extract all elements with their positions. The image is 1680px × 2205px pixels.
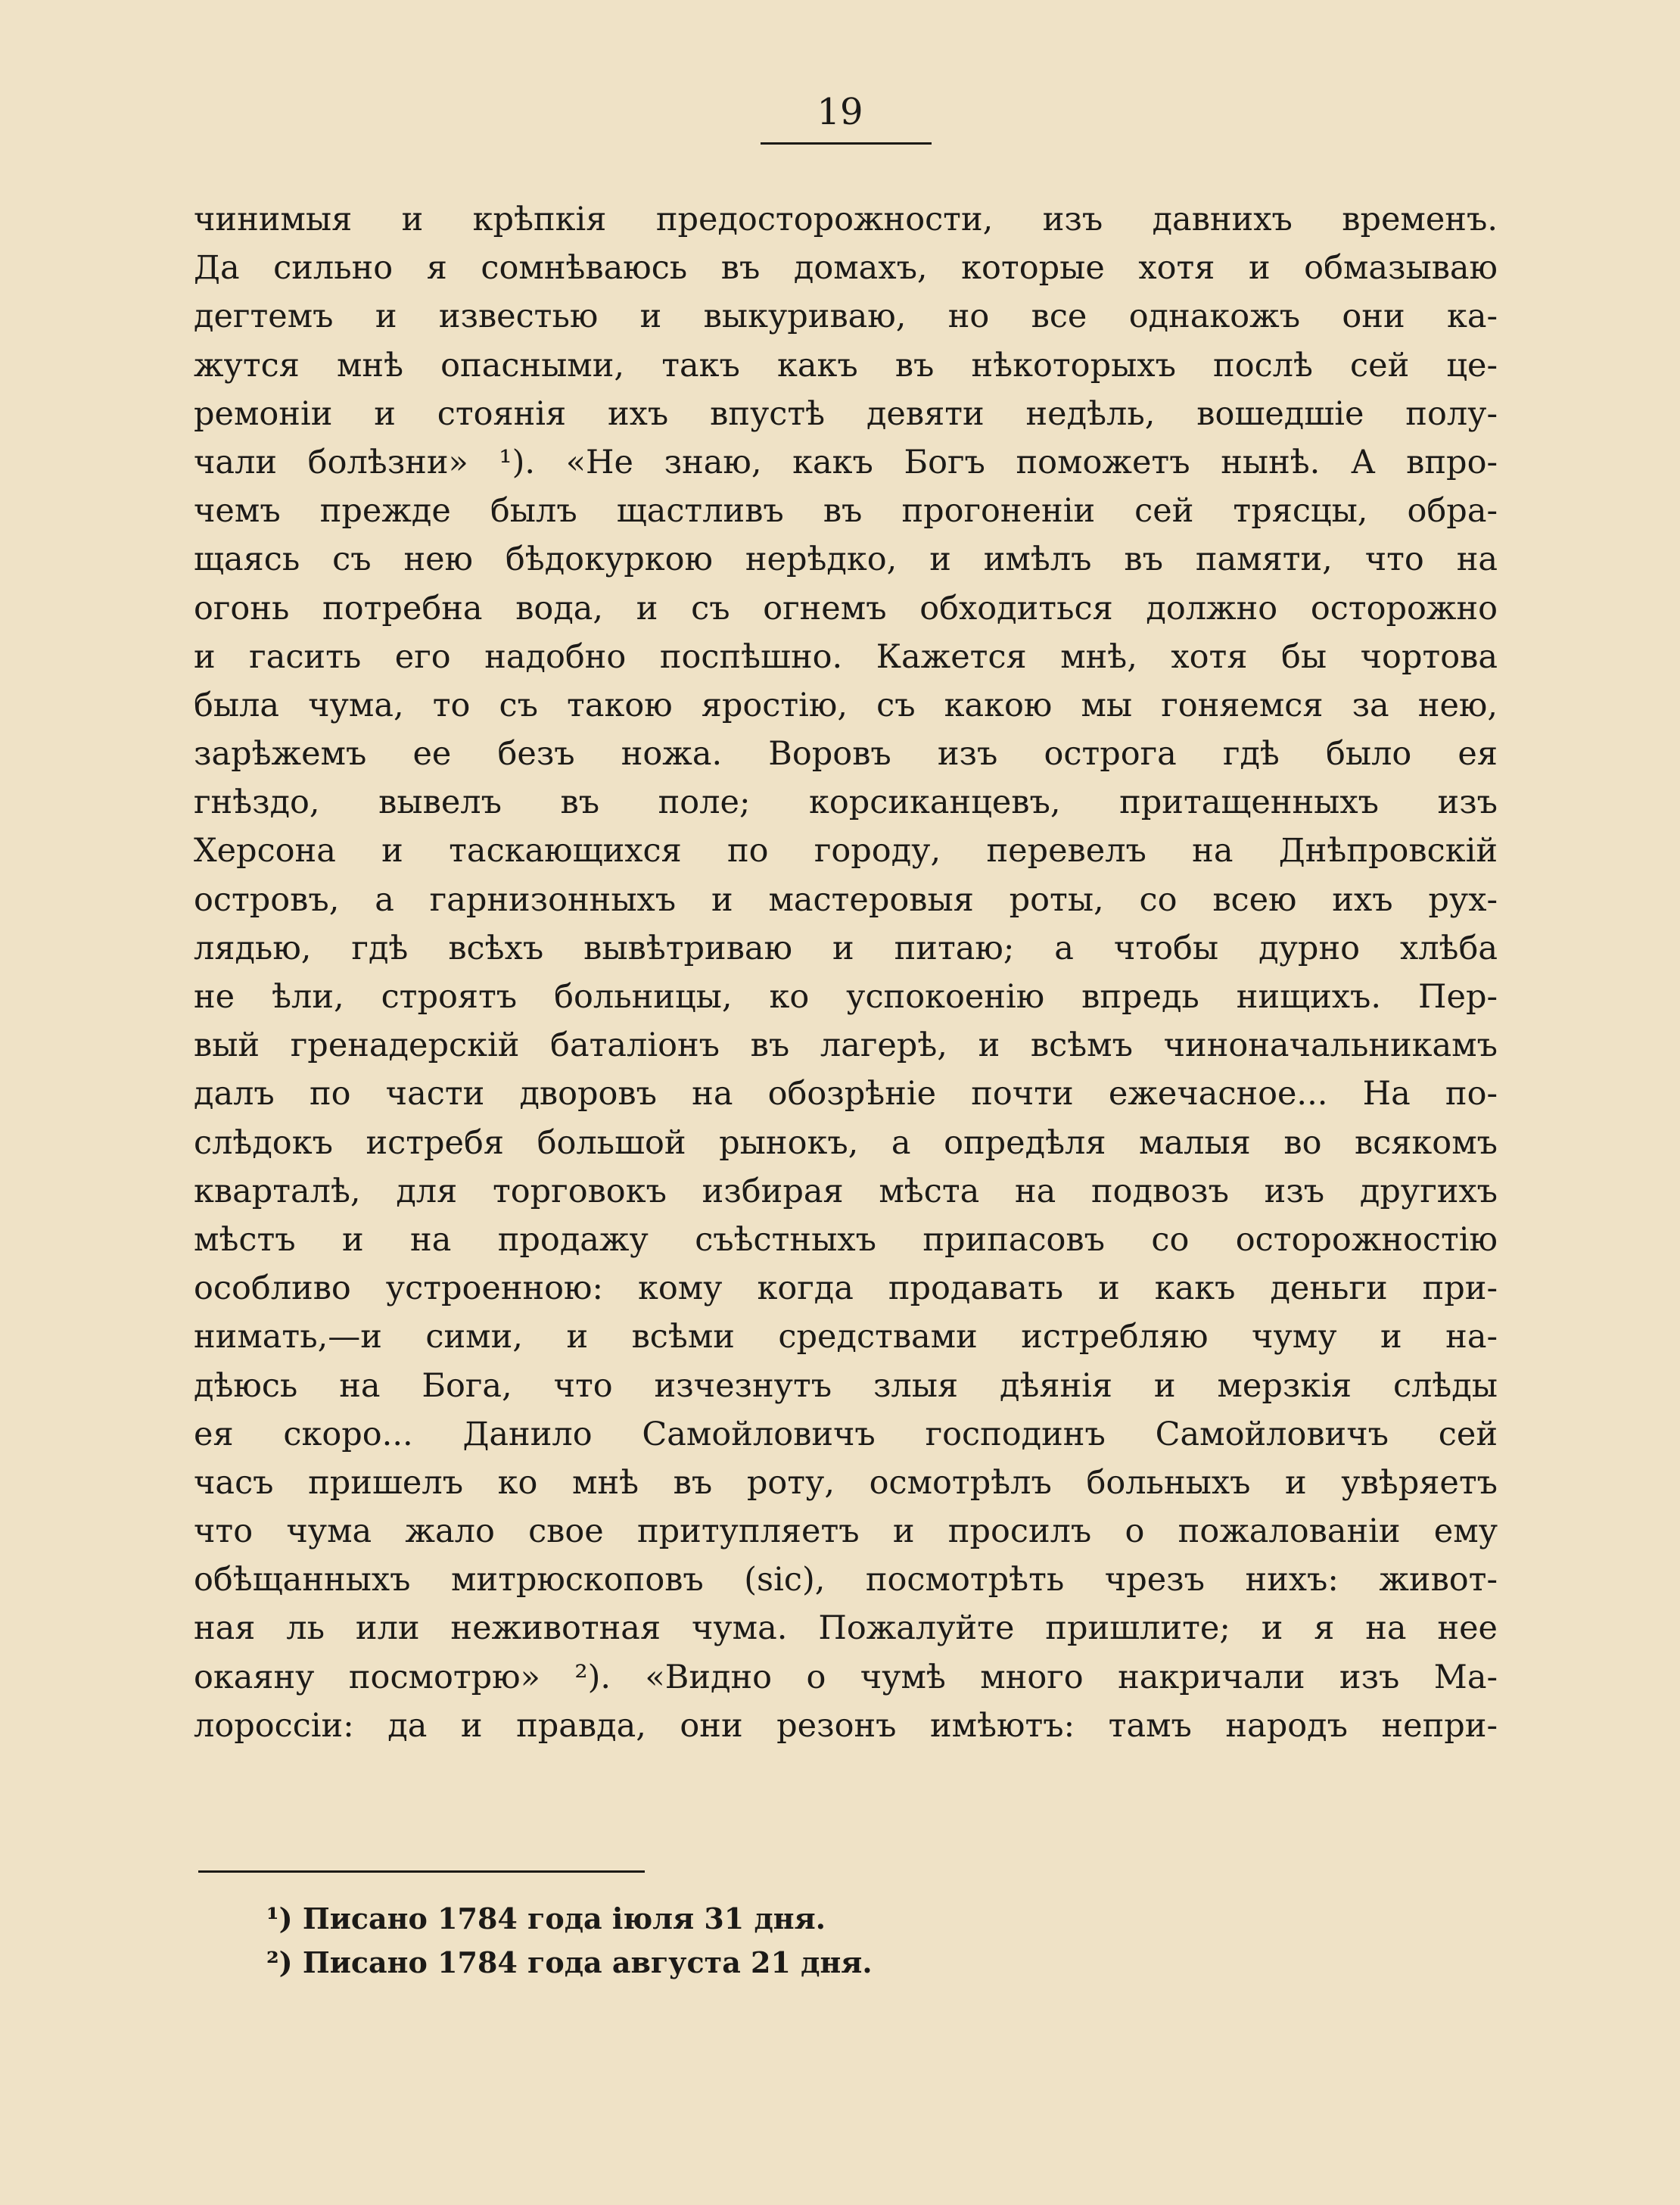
text-line: была чума, то съ такою яростію, съ какою мы гоняемся за нею, [194,686,1498,724]
text-line: ремоніи и стоянія ихъ впустѣ девяти недѣль, вошедшіе полу- [194,394,1498,433]
text-line: Да сильно я сомнѣваюсь въ домахъ, которые хотя и обмазываю [194,249,1498,288]
text-line: лядью, гдѣ всѣхъ вывѣтриваю и питаю; а чтобы дурно хлѣба [194,929,1498,967]
text-line: лороссіи: да и правда, они резонъ имѣютъ: тамъ народъ непри- [194,1706,1498,1745]
text-line: что чума жало свое притупляетъ и просилъ о пожалованіи ему [194,1512,1498,1551]
text-line: ная ль или неживотная чума. Пожалуйте пришлите; и я на нее [194,1609,1498,1648]
text-line: зарѣжемъ ее безъ ножа. Воровъ изъ острога гдѣ было ея [194,735,1498,774]
text-line: Херсона и таскающихся по городу, перевелъ на Днѣпровскій [194,832,1498,870]
text-line: часъ пришелъ ко мнѣ въ роту, осмотрѣлъ больныхъ и увѣряетъ [194,1463,1498,1502]
text-line: дегтемъ и известью и выкуриваю, но все однакожъ они ка- [194,297,1498,336]
text-line: жутся мнѣ опасными, такъ какъ въ нѣкоторыхъ послѣ сей це- [194,346,1498,385]
text-line: окаяну посмотрю» ²). «Видно о чумѣ много накричали изъ Ма- [194,1658,1498,1696]
text-line: ея скоро... Данило Самойловичъ господинъ Самойловичъ сей [194,1415,1498,1453]
text-line: огонь потребна вода, и съ огнемъ обходиться должно осторожно [194,589,1498,628]
page-number: 19 [817,91,863,133]
text-line: вый гренадерскій баталіонъ въ лагерѣ, и всѣмъ чиноначальникамъ [194,1026,1498,1065]
text-line: нимать,—и сими, и всѣми средствами истребляю чуму и на- [194,1318,1498,1356]
text-line: и гасить его надобно поспѣшно. Кажется мнѣ, хотя бы чортова [194,637,1498,676]
footnote: ¹) Писано 1784 года іюля 31 дня. [266,1901,826,1936]
text-line: чинимыя и крѣпкія предосторожности, изъ давнихъ временъ. [194,201,1498,238]
text-line: далъ по части дворовъ на обозрѣніе почти ежечасное... На по- [194,1075,1498,1113]
text-line: мѣстъ и на продажу съѣстныхъ припасовъ со осторожностію [194,1220,1498,1259]
text-line: кварталѣ, для торговокъ избирая мѣста на подвозъ изъ другихъ [194,1172,1498,1210]
text-line: щаясь съ нею бѣдокуркою нерѣдко, и имѣлъ въ памяти, что на [194,540,1498,579]
text-line: слѣдокъ истребя большой рынокъ, а опредѣля малыя во всякомъ [194,1123,1498,1162]
page-number-rule [761,142,932,145]
text-line: чали болѣзни» ¹). «Не знаю, какъ Богъ поможетъ нынѣ. А впро- [194,443,1498,481]
text-line: обѣщанныхъ митрюскоповъ (sic), посмотрѣть чрезъ нихъ: живот- [194,1561,1498,1599]
footnotes [266,1897,873,1985]
body-text [194,195,1498,1750]
footnote-rule [198,1870,645,1873]
text-line: не ѣли, строятъ больницы, ко успокоенію впредь нищихъ. Пер- [194,978,1498,1016]
text-line: особливо устроенною: кому когда продавать и какъ деньги при- [194,1269,1498,1308]
text-line: островъ, а гарнизонныхъ и мастеровыя роты, со всею ихъ рух- [194,880,1498,919]
text-line: чемъ прежде былъ щастливъ въ прогоненіи сей трясцы, обра- [194,492,1498,531]
text-line: гнѣздо, вывелъ въ поле; корсиканцевъ, притащенныхъ изъ [194,783,1498,822]
text-line: дѣюсь на Бога, что изчезнутъ злыя дѣянія и мерзкія слѣды [194,1366,1498,1405]
footnote: ²) Писано 1784 года августа 21 дня. [266,1945,873,1979]
